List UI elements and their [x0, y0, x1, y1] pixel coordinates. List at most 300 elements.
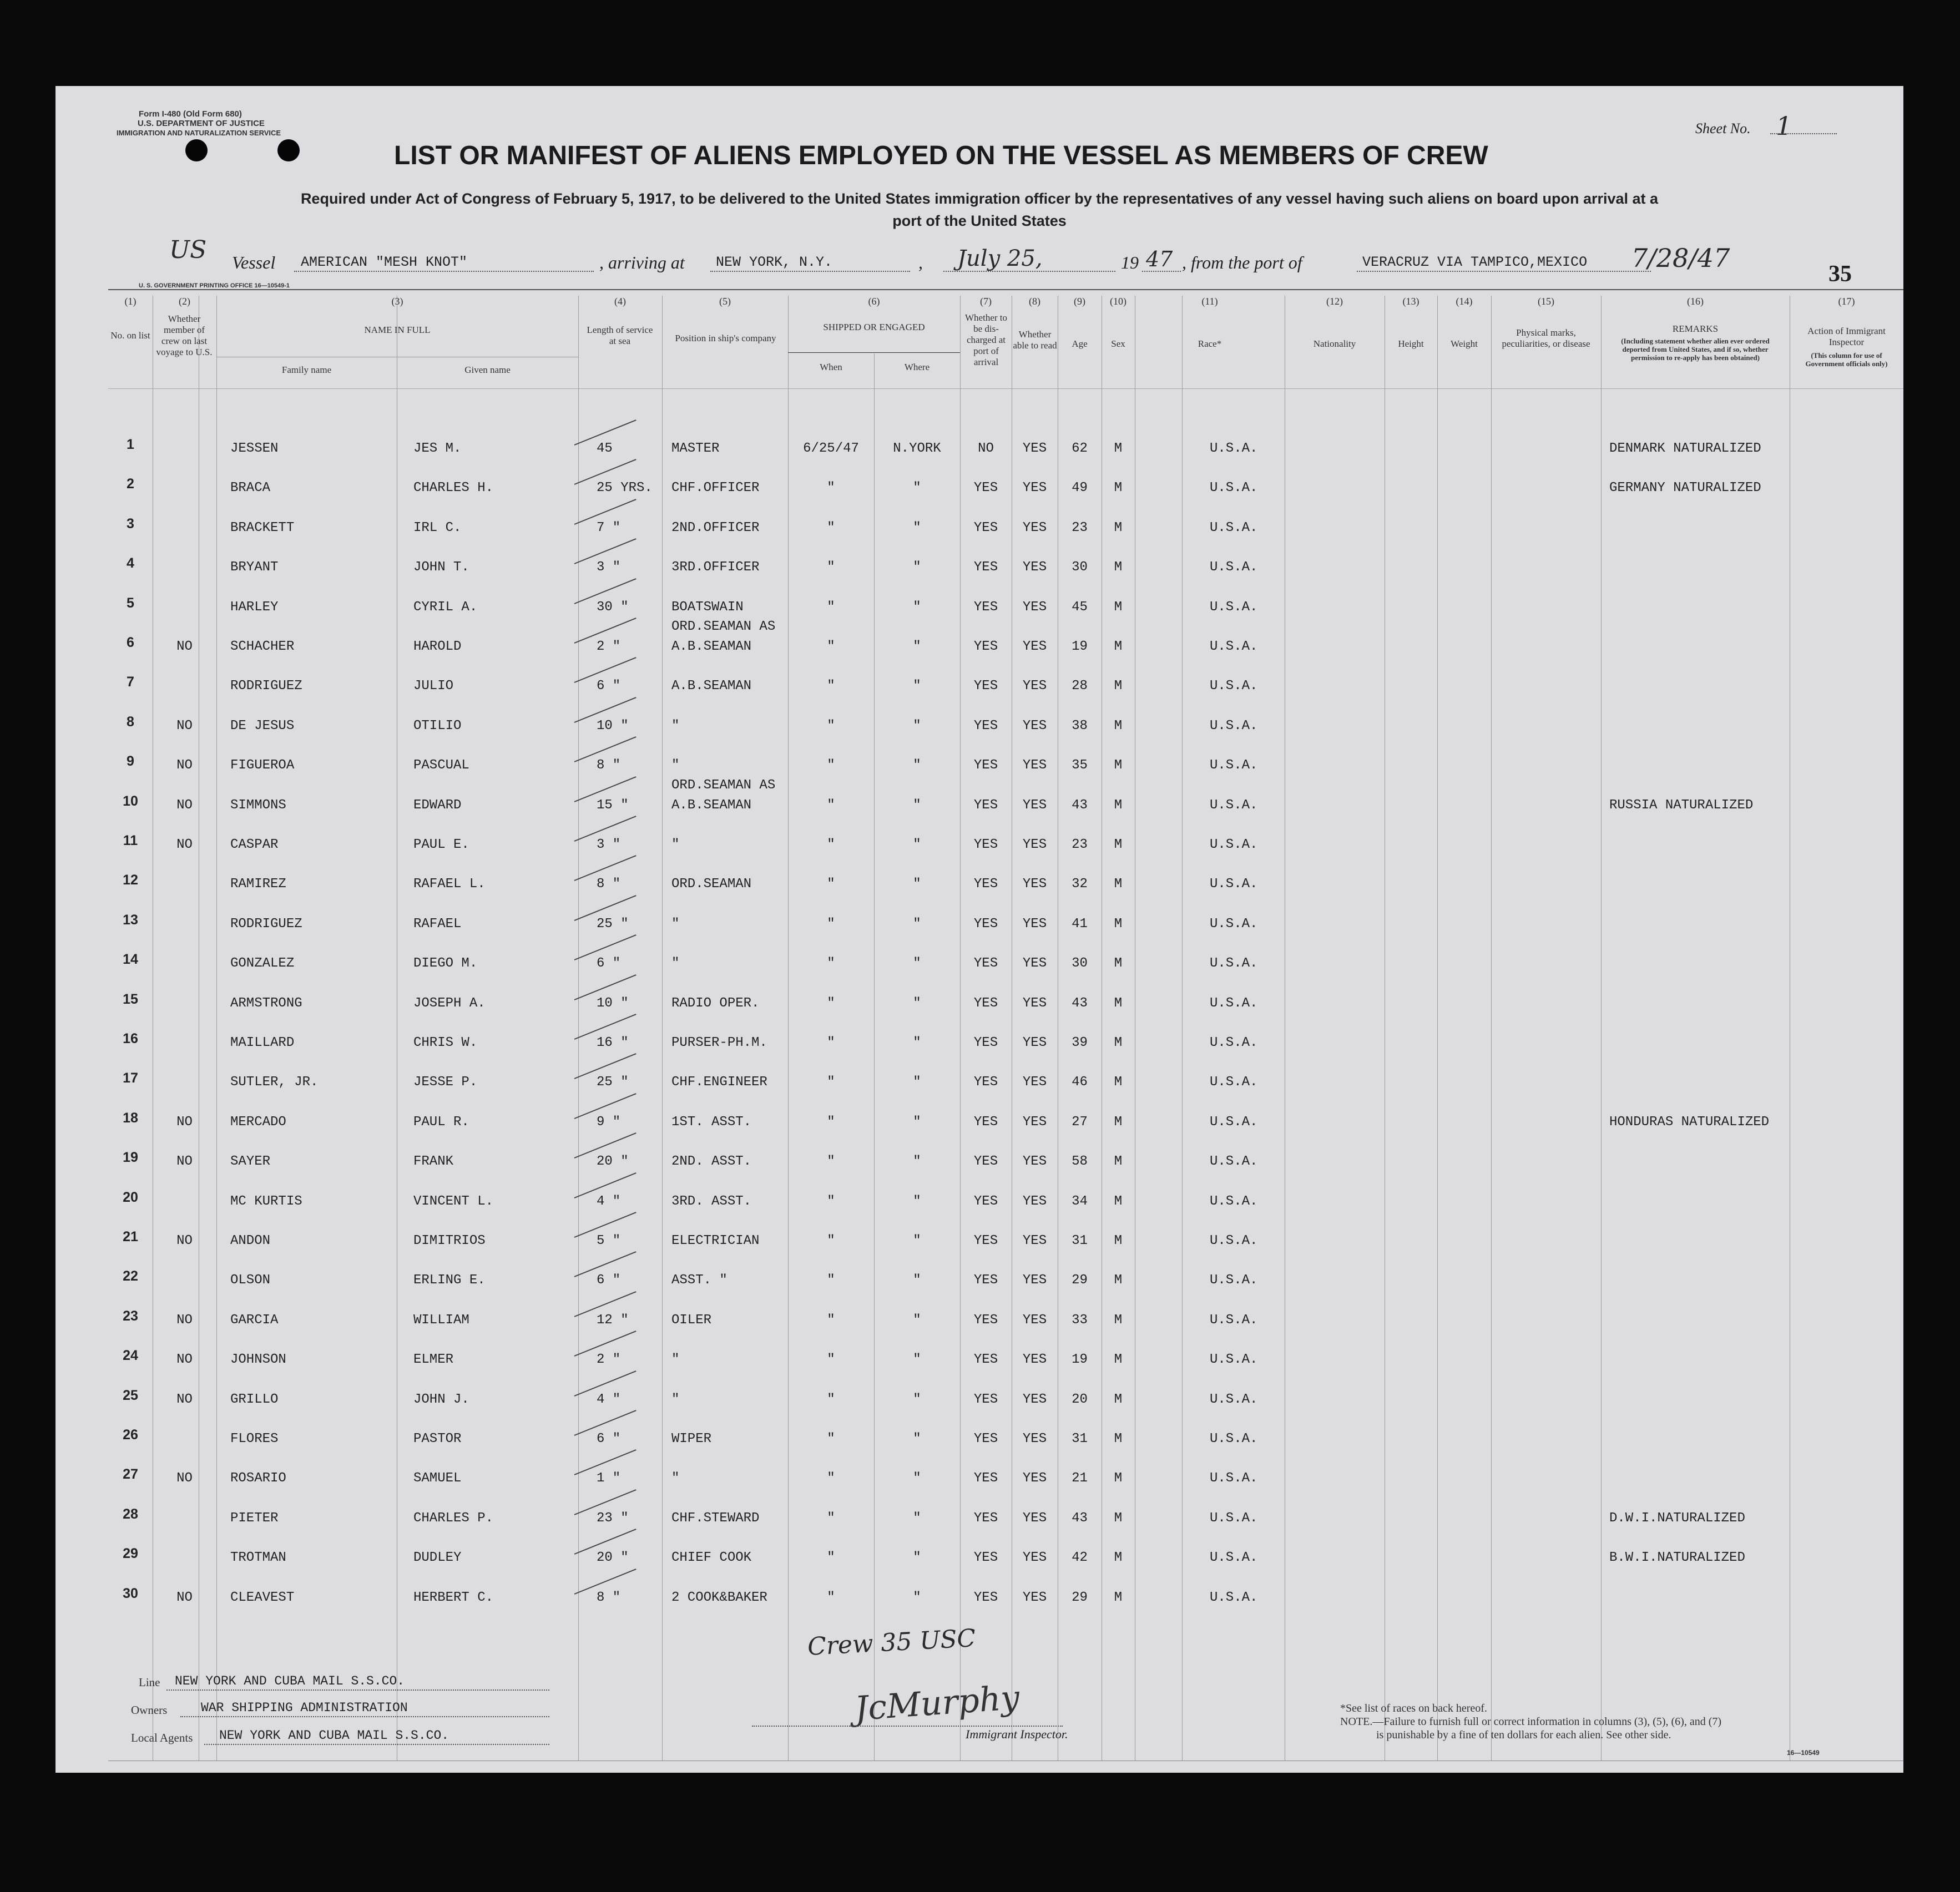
cell-service: 3 "	[597, 560, 621, 575]
cell-when: "	[827, 1392, 835, 1407]
cell-when: "	[827, 798, 835, 813]
cell-discharged: YES	[973, 798, 998, 813]
cell-service: 10 "	[597, 719, 629, 733]
cell-service: 25 "	[597, 1075, 629, 1090]
cell-age: 29	[1072, 1273, 1088, 1288]
cell-family-name: CLEAVEST	[230, 1590, 295, 1605]
cell-when: "	[827, 719, 835, 733]
cell-sex: M	[1114, 956, 1123, 971]
cell-family-name: MERCADO	[230, 1115, 286, 1130]
cell-sex: M	[1114, 600, 1123, 615]
cell-remarks: GERMANY NATURALIZED	[1609, 480, 1761, 495]
service-line: IMMIGRATION AND NATURALIZATION SERVICE	[117, 129, 281, 137]
cell-family-name: FLORES	[230, 1431, 279, 1446]
cell-family-name: HARLEY	[230, 600, 279, 615]
cell-age: 31	[1072, 1233, 1088, 1248]
cell-age: 19	[1072, 1352, 1088, 1367]
cell-sex: M	[1114, 1590, 1123, 1605]
cell-remarks: DENMARK NATURALIZED	[1609, 441, 1761, 456]
cell-service: 2 "	[597, 1352, 621, 1367]
cell-where: "	[913, 560, 921, 575]
cell-able-to-read: YES	[1022, 1233, 1047, 1248]
cell-service: 6 "	[597, 1273, 621, 1288]
cell-discharged: YES	[973, 758, 998, 773]
header-sex: Sex	[1111, 338, 1125, 349]
cell-given-name: DIMITRIOS	[413, 1233, 486, 1248]
signature-line	[752, 1726, 1063, 1727]
cell-age: 21	[1072, 1471, 1088, 1486]
cell-race-nationality: U.S.A.	[1210, 917, 1258, 932]
cell-family-name: SCHACHER	[230, 639, 295, 654]
cell-able-to-read: YES	[1022, 1590, 1047, 1605]
cell-given-name: DUDLEY	[413, 1550, 462, 1565]
cell-where: "	[913, 1352, 921, 1367]
header-position: Position in ship's company	[675, 333, 776, 343]
cell-race-nationality: U.S.A.	[1210, 956, 1258, 971]
row-number: 29	[123, 1546, 138, 1561]
cell-family-name: SIMMONS	[230, 798, 286, 813]
cell-where: "	[913, 1075, 921, 1090]
header-physical-marks: Physical marks, peculiarities, or disease	[1502, 327, 1590, 349]
cell-given-name: CHRIS W.	[413, 1035, 478, 1050]
cell-sex: M	[1114, 758, 1123, 773]
cell-race-nationality: U.S.A.	[1210, 441, 1258, 456]
row-number: 18	[123, 1110, 138, 1126]
cell-discharged: YES	[973, 996, 998, 1011]
cell-sex: M	[1114, 679, 1123, 694]
cell-race-nationality: U.S.A.	[1210, 1352, 1258, 1367]
footer-code: 16—10549	[1787, 1749, 1820, 1757]
cell-family-name: JOHNSON	[230, 1352, 286, 1367]
cell-family-name: FIGUEROA	[230, 758, 295, 773]
sheet-number-line	[1770, 133, 1837, 134]
vessel-line	[294, 271, 594, 272]
row-number: 25	[123, 1388, 138, 1403]
col-number: (12)	[1326, 296, 1343, 307]
cell-given-name: WILLIAM	[413, 1313, 469, 1328]
cell-discharged: YES	[973, 917, 998, 932]
cell-when: "	[827, 1550, 835, 1565]
header-when: When	[820, 362, 842, 372]
header-height: Height	[1398, 338, 1424, 349]
cell-position: "	[671, 956, 680, 971]
agents-underline	[204, 1744, 549, 1745]
col-rule	[1437, 296, 1438, 1761]
cell-where: "	[913, 877, 921, 892]
page-number: 35	[1828, 261, 1852, 287]
arrival-year: 47	[1146, 247, 1173, 271]
cell-sex: M	[1114, 1352, 1123, 1367]
cell-position: "	[671, 1352, 680, 1367]
cell-service: 9 "	[597, 1115, 621, 1130]
cell-sex: M	[1114, 480, 1123, 495]
cell-age: 45	[1072, 600, 1088, 615]
cell-able-to-read: YES	[1022, 1194, 1047, 1209]
row-number: 9	[127, 753, 134, 769]
cell-sex: M	[1114, 1115, 1123, 1130]
owners-value: WAR SHIPPING ADMINISTRATION	[201, 1701, 408, 1715]
cell-able-to-read: YES	[1022, 1431, 1047, 1446]
shipped-subheader-rule	[788, 352, 960, 353]
cell-given-name: SAMUEL	[413, 1471, 462, 1486]
inspector-label: Immigrant Inspector.	[966, 1727, 1068, 1741]
cell-where: "	[913, 1035, 921, 1050]
cell-sex: M	[1114, 1550, 1123, 1565]
cell-sex: M	[1114, 1511, 1123, 1526]
cell-sex: M	[1114, 1471, 1123, 1486]
cell-age: 28	[1072, 679, 1088, 694]
row-number: 12	[123, 872, 138, 888]
punch-hole	[277, 139, 300, 161]
cell-race-nationality: U.S.A.	[1210, 1115, 1258, 1130]
col-rule	[960, 296, 961, 1761]
cell-given-name: CHARLES H.	[413, 480, 494, 495]
cell-when: "	[827, 758, 835, 773]
row-number: 26	[123, 1427, 138, 1443]
cell-service: 2 "	[597, 639, 621, 654]
cell-when: "	[827, 917, 835, 932]
year-prefix: 19	[1121, 252, 1139, 272]
cell-where: "	[913, 639, 921, 654]
cell-able-to-read: YES	[1022, 1273, 1047, 1288]
col-rule	[1491, 296, 1492, 1761]
cell-sex: M	[1114, 1392, 1123, 1407]
cell-given-name: JES M.	[413, 441, 462, 456]
cell-discharged: YES	[973, 1392, 998, 1407]
cell-race-nationality: U.S.A.	[1210, 1431, 1258, 1446]
cell-where: "	[913, 956, 921, 971]
cell-when: "	[827, 1075, 835, 1090]
cell-family-name: DE JESUS	[230, 719, 295, 733]
cell-remarks: D.W.I.NATURALIZED	[1609, 1511, 1745, 1526]
cell-when: "	[827, 520, 835, 535]
cell-able-to-read: YES	[1022, 1511, 1047, 1526]
cell-able-to-read: YES	[1022, 1035, 1047, 1050]
cell-when: "	[827, 1115, 835, 1130]
row-number: 20	[123, 1190, 138, 1205]
cell-family-name: RAMIREZ	[230, 877, 286, 892]
cell-given-name: FRANK	[413, 1154, 454, 1169]
cell-discharged: YES	[973, 1273, 998, 1288]
cell-race-nationality: U.S.A.	[1210, 1035, 1258, 1050]
cell-discharged: YES	[973, 560, 998, 575]
cell-discharged: YES	[973, 639, 998, 654]
vessel-label: Vessel	[232, 252, 276, 272]
cell-service: 12 "	[597, 1313, 629, 1328]
owners-underline	[180, 1716, 549, 1717]
cell-last-voyage: NO	[176, 837, 193, 852]
cell-service: 8 "	[597, 758, 621, 773]
cell-sex: M	[1114, 441, 1123, 456]
cell-when: "	[827, 1471, 835, 1486]
cell-last-voyage: NO	[176, 1154, 193, 1169]
form-number: Form I-480 (Old Form 680)	[139, 109, 242, 119]
fine-note: is punishable by a fine of ten dollars for each alien. See other side.	[1376, 1729, 1671, 1741]
col-number: (3)	[391, 296, 403, 307]
cell-given-name: ELMER	[413, 1352, 454, 1367]
cell-position: A.B.SEAMAN	[671, 639, 752, 654]
cell-able-to-read: YES	[1022, 679, 1047, 694]
sheet-label: Sheet No.	[1695, 120, 1751, 136]
cell-discharged: YES	[973, 837, 998, 852]
cell-where: "	[913, 480, 921, 495]
cell-sex: M	[1114, 719, 1123, 733]
cell-able-to-read: YES	[1022, 719, 1047, 733]
cell-race-nationality: U.S.A.	[1210, 1550, 1258, 1565]
col-number: (14)	[1456, 296, 1473, 307]
cell-able-to-read: YES	[1022, 798, 1047, 813]
col-number: (6)	[868, 296, 880, 307]
cell-when: "	[827, 1590, 835, 1605]
cell-family-name: ARMSTRONG	[230, 996, 302, 1011]
department-line: U.S. DEPARTMENT OF JUSTICE	[138, 119, 265, 128]
cell-discharged: YES	[973, 1075, 998, 1090]
cell-age: 58	[1072, 1154, 1088, 1169]
races-note: *See list of races on back hereof.	[1340, 1702, 1487, 1714]
cell-age: 43	[1072, 1511, 1088, 1526]
cell-when: "	[827, 1431, 835, 1446]
cell-discharged: YES	[973, 1511, 998, 1526]
cell-sex: M	[1114, 520, 1123, 535]
cell-discharged: YES	[973, 1194, 998, 1209]
cell-age: 23	[1072, 520, 1088, 535]
owners-label: Owners	[131, 1703, 168, 1717]
cell-last-voyage: NO	[176, 1233, 193, 1248]
cell-position: "	[671, 758, 680, 773]
cell-when: "	[827, 1352, 835, 1367]
cell-where: "	[913, 600, 921, 615]
cell-service: 15 "	[597, 798, 629, 813]
cell-when: "	[827, 480, 835, 495]
cell-able-to-read: YES	[1022, 1471, 1047, 1486]
cell-discharged: YES	[973, 600, 998, 615]
punch-hole	[185, 139, 208, 161]
cell-able-to-read: YES	[1022, 560, 1047, 575]
col-number: (11)	[1201, 296, 1218, 307]
cell-age: 30	[1072, 956, 1088, 971]
cell-service: 10 "	[597, 996, 629, 1011]
cell-where: "	[913, 719, 921, 733]
cell-family-name: BRACKETT	[230, 520, 295, 535]
col-rule	[1601, 296, 1602, 1761]
cell-where: "	[913, 1550, 921, 1565]
us-mark: US	[169, 236, 207, 264]
cell-given-name: JULIO	[413, 679, 454, 694]
col-number: (2)	[179, 296, 190, 307]
cell-race-nationality: U.S.A.	[1210, 1194, 1258, 1209]
cell-given-name: PAUL R.	[413, 1115, 469, 1130]
cell-last-voyage: NO	[176, 758, 193, 773]
cell-where: "	[913, 1471, 921, 1486]
cell-sex: M	[1114, 639, 1123, 654]
row-number: 15	[123, 991, 138, 1007]
row-number: 30	[123, 1586, 138, 1601]
cell-position: "	[671, 719, 680, 733]
cell-family-name: PIETER	[230, 1511, 279, 1526]
cell-where: "	[913, 1431, 921, 1446]
cell-given-name: IRL C.	[413, 520, 462, 535]
cell-last-voyage: NO	[176, 639, 193, 654]
cell-race-nationality: U.S.A.	[1210, 1471, 1258, 1486]
cell-where: "	[913, 1115, 921, 1130]
cell-discharged: YES	[973, 719, 998, 733]
cell-race-nationality: U.S.A.	[1210, 1511, 1258, 1526]
col-rule	[216, 296, 217, 1761]
cell-family-name: MAILLARD	[230, 1035, 295, 1050]
cell-race-nationality: U.S.A.	[1210, 758, 1258, 773]
cell-discharged: YES	[973, 1313, 998, 1328]
cell-age: 27	[1072, 1115, 1088, 1130]
cell-discharged: YES	[973, 877, 998, 892]
cell-position: 2ND.OFFICER	[671, 520, 760, 535]
header-remarks-sub: (Including statement whether alien ever ordered deported from United States, and if so, whether permission to re-apply has been obtained)	[1621, 337, 1770, 362]
cell-where: "	[913, 798, 921, 813]
row-number: 6	[127, 635, 134, 650]
cell-where: "	[913, 1273, 921, 1288]
date-line	[943, 271, 1115, 272]
row-number: 28	[123, 1506, 138, 1522]
cell-service: 5 "	[597, 1233, 621, 1248]
cell-discharged: YES	[973, 1550, 998, 1565]
from-port: VERACRUZ VIA TAMPICO,MEXICO	[1362, 254, 1588, 270]
cell-sex: M	[1114, 560, 1123, 575]
header-last-voyage: Whether member of crew on last voyage to U.S.	[156, 313, 213, 357]
cell-given-name: CYRIL A.	[413, 600, 478, 615]
cell-given-name: HAROLD	[413, 639, 462, 654]
header-where: Where	[904, 362, 930, 372]
cell-family-name: CASPAR	[230, 837, 279, 852]
cell-race-nationality: U.S.A.	[1210, 1154, 1258, 1169]
cell-when: "	[827, 600, 835, 615]
cell-family-name: JESSEN	[230, 441, 279, 456]
cell-race-nationality: U.S.A.	[1210, 520, 1258, 535]
cell-discharged: YES	[973, 1154, 998, 1169]
cell-sex: M	[1114, 996, 1123, 1011]
cell-where: "	[913, 1313, 921, 1328]
cell-sex: M	[1114, 1035, 1123, 1050]
cell-age: 43	[1072, 798, 1088, 813]
cell-position: A.B.SEAMAN	[671, 679, 752, 694]
cell-when: "	[827, 1154, 835, 1169]
cell-race-nationality: U.S.A.	[1210, 719, 1258, 733]
cell-race-nationality: U.S.A.	[1210, 996, 1258, 1011]
cell-when: "	[827, 639, 835, 654]
cell-position-prefix: ORD.SEAMAN AS	[671, 619, 776, 634]
header-able-to-read: Whether able to read	[1013, 329, 1057, 351]
cell-service: 23 "	[597, 1511, 629, 1526]
col-number: (5)	[719, 296, 731, 307]
header-remarks: REMARKS	[1672, 323, 1719, 334]
cell-position: "	[671, 1471, 680, 1486]
row-number: 14	[123, 952, 138, 967]
subtitle-line-1: Required under Act of Congress of February 5, 1917, to be delivered to the United States immigration officer by the representatives of any vessel having such aliens on board upon arrival at a	[300, 190, 1659, 207]
cell-given-name: JOHN T.	[413, 560, 469, 575]
cell-where: "	[913, 1154, 921, 1169]
cell-service: 30 "	[597, 600, 629, 615]
cell-age: 49	[1072, 480, 1088, 495]
cell-service: 3 "	[597, 837, 621, 852]
cell-race-nationality: U.S.A.	[1210, 639, 1258, 654]
subtitle	[139, 188, 1820, 232]
cell-discharged: NO	[978, 441, 994, 456]
cell-service: 25 YRS.	[597, 480, 653, 495]
cell-able-to-read: YES	[1022, 1115, 1047, 1130]
table-top-rule	[108, 289, 1903, 290]
cell-position: CHF.STEWARD	[671, 1511, 760, 1526]
cell-age: 42	[1072, 1550, 1088, 1565]
cell-when: "	[827, 877, 835, 892]
cell-discharged: YES	[973, 1115, 998, 1130]
cell-position: 3RD. ASST.	[671, 1194, 752, 1209]
cell-family-name: SAYER	[230, 1154, 271, 1169]
cell-family-name: ANDON	[230, 1233, 271, 1248]
line-value: NEW YORK AND CUBA MAIL S.S.CO.	[175, 1674, 405, 1688]
cell-when: "	[827, 679, 835, 694]
col-number: (4)	[614, 296, 626, 307]
cell-able-to-read: YES	[1022, 877, 1047, 892]
cell-race-nationality: U.S.A.	[1210, 560, 1258, 575]
cell-sex: M	[1114, 837, 1123, 852]
cell-able-to-read: YES	[1022, 956, 1047, 971]
cell-position-prefix: ORD.SEAMAN AS	[671, 778, 776, 793]
col-rule	[788, 296, 789, 1761]
cell-position: 2ND. ASST.	[671, 1154, 752, 1169]
cell-discharged: YES	[973, 679, 998, 694]
cell-position: CHF.ENGINEER	[671, 1075, 767, 1090]
cell-position: MASTER	[671, 441, 720, 456]
cell-discharged: YES	[973, 1035, 998, 1050]
cell-where: "	[913, 1194, 921, 1209]
cell-discharged: YES	[973, 520, 998, 535]
cell-service: 7 "	[597, 520, 621, 535]
year-line	[1142, 271, 1181, 272]
cell-discharged: YES	[973, 480, 998, 495]
cell-service: 25 "	[597, 917, 629, 932]
cell-able-to-read: YES	[1022, 1313, 1047, 1328]
cell-when: 6/25/47	[803, 441, 859, 456]
cell-where: "	[913, 1233, 921, 1248]
cell-race-nationality: U.S.A.	[1210, 1273, 1258, 1288]
cell-family-name: SUTLER, JR.	[230, 1075, 319, 1090]
col-rule	[1182, 296, 1183, 1761]
cell-position: 2 COOK&BAKER	[671, 1590, 767, 1605]
cell-family-name: GRILLO	[230, 1392, 279, 1407]
row-number: 22	[123, 1268, 138, 1284]
cell-able-to-read: YES	[1022, 837, 1047, 852]
cell-able-to-read: YES	[1022, 600, 1047, 615]
header-nationality: Nationality	[1313, 338, 1356, 349]
cell-when: "	[827, 996, 835, 1011]
cell-when: "	[827, 1511, 835, 1526]
cell-able-to-read: YES	[1022, 480, 1047, 495]
cell-race-nationality: U.S.A.	[1210, 877, 1258, 892]
row-number: 13	[123, 912, 138, 928]
cell-sex: M	[1114, 1154, 1123, 1169]
cell-sex: M	[1114, 1313, 1123, 1328]
cell-service: 8 "	[597, 1590, 621, 1605]
cell-age: 41	[1072, 917, 1088, 932]
header-shipped-or-engaged: SHIPPED OR ENGAGED	[823, 322, 925, 332]
cell-family-name: BRYANT	[230, 560, 279, 575]
cell-given-name: RAFAEL	[413, 917, 462, 932]
header-family-name: Family name	[281, 365, 332, 375]
col-number: (8)	[1029, 296, 1040, 307]
cell-position: ORD.SEAMAN	[671, 877, 752, 892]
cell-family-name: ROSARIO	[230, 1471, 286, 1486]
cell-given-name: PAUL E.	[413, 837, 469, 852]
col-number: (10)	[1110, 296, 1127, 307]
col-rule	[578, 296, 579, 1761]
